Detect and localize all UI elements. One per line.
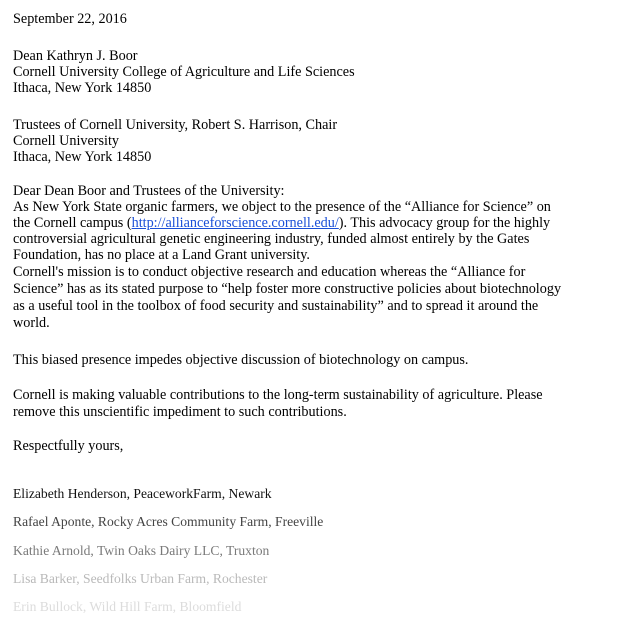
paragraph3-line2: remove this unscientific impediment to such contributions. (13, 404, 347, 420)
recipient2-name: Trustees of Cornell University, Robert S. Harrison, Chair (13, 117, 338, 133)
signatory: Erin Bullock, Wild Hill Farm, Bloomfield (13, 599, 242, 614)
paragraph1-line2-post: ). This advocacy group for the highly (338, 215, 551, 231)
paragraph1-line5: Cornell's mission is to conduct objective research and education whereas the “Alliance for (13, 264, 526, 280)
letter-date: September 22, 2016 (13, 11, 127, 27)
closing: Respectfully yours, (13, 438, 124, 454)
paragraph1-line6: Science” has as its stated purpose to “help foster more constructive policies about biotechnology (13, 281, 562, 297)
paragraph2: This biased presence impedes objective discussion of biotechnology on campus. (13, 352, 469, 368)
alliance-link[interactable]: http://allianceforscience.cornell.edu/ (131, 215, 339, 231)
signatory: Lisa Barker, Seedfolks Urban Farm, Rochester (13, 571, 268, 586)
paragraph1-line3: controversial agricultural genetic engineering industry, funded almost entirely by the Gates (13, 231, 530, 247)
salutation: Dear Dean Boor and Trustees of the University: (13, 183, 285, 199)
paragraph1-line8: world. (13, 315, 50, 331)
paragraph1-line2 (13, 215, 550, 231)
paragraph1-line2-pre: the Cornell campus ( (13, 215, 132, 231)
signatory: Kathie Arnold, Twin Oaks Dairy LLC, Truxton (13, 543, 270, 558)
recipient2-city: Ithaca, New York 14850 (13, 149, 152, 165)
paragraph1-line7: as a useful tool in the toolbox of food security and sustainability” and to spread it around the (13, 298, 539, 314)
paragraph1-line1: As New York State organic farmers, we object to the presence of the “Alliance for Science” on (13, 199, 551, 215)
signatory: Rafael Aponte, Rocky Acres Community Farm, Freeville (13, 514, 324, 529)
paragraph1-line4: Foundation, has no place at a Land Grant university. (13, 247, 310, 263)
recipient1-org: Cornell University College of Agriculture and Life Sciences (13, 64, 355, 80)
recipient2-org: Cornell University (13, 133, 119, 149)
recipient1-name: Dean Kathryn J. Boor (13, 48, 138, 64)
paragraph3-line1: Cornell is making valuable contributions to the long-term sustainability of agriculture. Please (13, 387, 543, 403)
recipient1-city: Ithaca, New York 14850 (13, 80, 152, 96)
signatory: Elizabeth Henderson, PeaceworkFarm, Newark (13, 486, 272, 501)
